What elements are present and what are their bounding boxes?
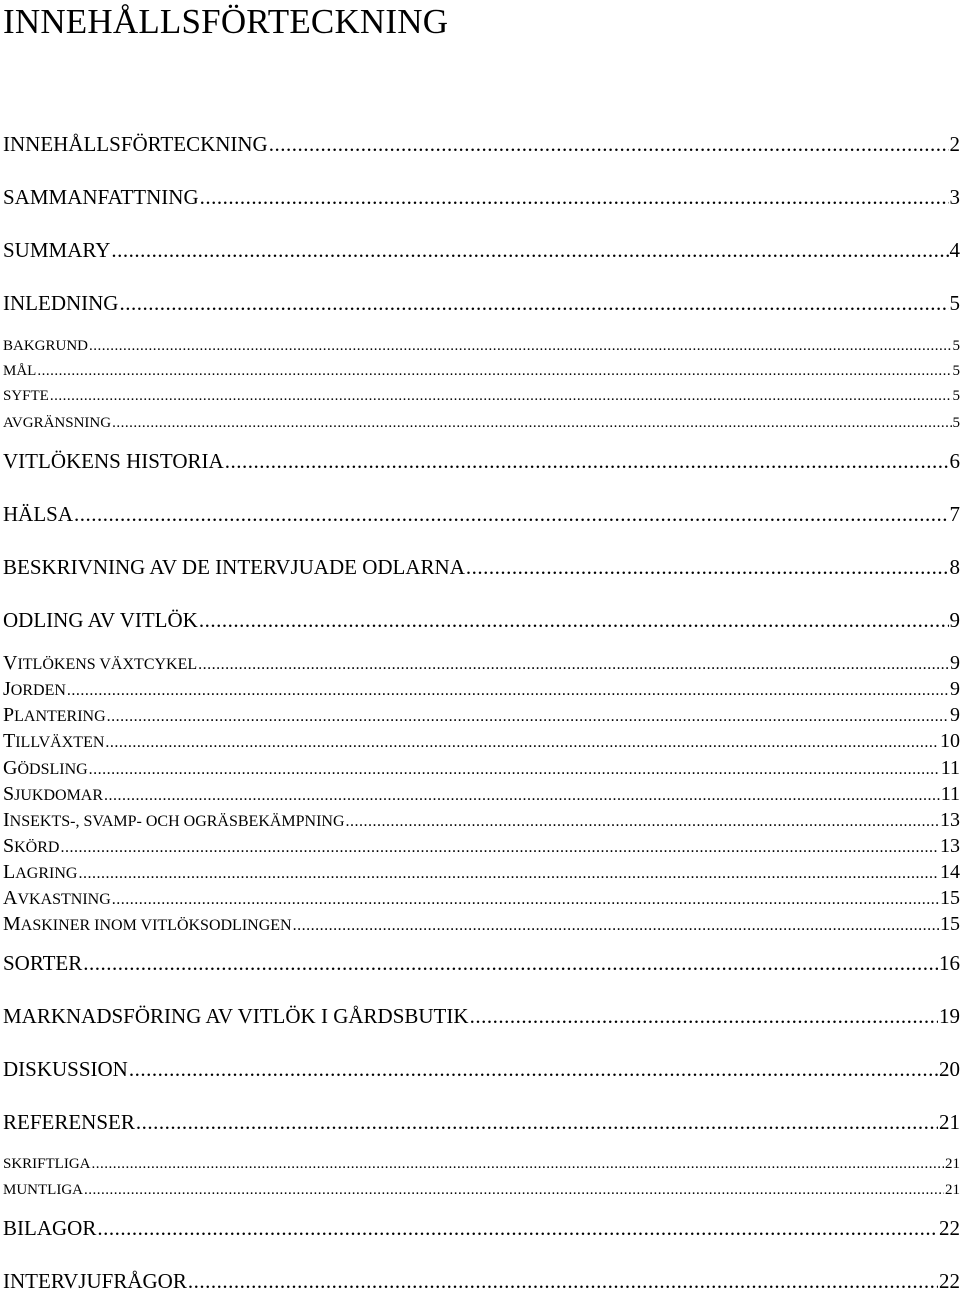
toc-entry-initial: G bbox=[3, 757, 18, 779]
toc-entry-page-number: 13 bbox=[940, 809, 960, 831]
toc-entry-initial: T bbox=[3, 730, 16, 752]
toc-entry-rest: ILLVÄXTEN bbox=[15, 734, 105, 751]
toc-entry-page-number: 7 bbox=[949, 502, 960, 526]
dot-leader bbox=[97, 1218, 938, 1239]
toc-entry-label[interactable]: BILAGOR bbox=[3, 1216, 97, 1240]
toc-entry[interactable] bbox=[3, 783, 960, 805]
toc-entry-rest: ÖDSLING bbox=[17, 761, 88, 778]
toc-entry-page-number: 21 bbox=[939, 1110, 960, 1134]
toc-entry-page-number: 21 bbox=[945, 1156, 960, 1172]
toc-entry-label[interactable]: INLEDNING bbox=[3, 291, 119, 315]
toc-entry[interactable] bbox=[3, 757, 960, 779]
toc-entry[interactable] bbox=[3, 1112, 960, 1133]
dot-leader bbox=[470, 1006, 938, 1027]
toc-entry-label[interactable]: DISKUSSION bbox=[3, 1057, 128, 1081]
dot-leader bbox=[60, 840, 939, 856]
toc-entry-initial: J bbox=[3, 678, 11, 700]
toc-entry-label[interactable] bbox=[3, 809, 345, 831]
toc-entry-page-number: 11 bbox=[940, 783, 960, 805]
toc-entry-label[interactable]: SYFTE bbox=[3, 388, 49, 404]
toc-entry-label[interactable] bbox=[3, 861, 78, 883]
dot-leader bbox=[83, 953, 938, 974]
toc-entry[interactable] bbox=[3, 293, 960, 314]
toc-entry-rest: AGRING bbox=[15, 865, 78, 882]
toc-entry-page-number: 10 bbox=[940, 730, 960, 752]
dot-leader bbox=[346, 814, 939, 830]
toc-entry-page-number: 20 bbox=[939, 1057, 960, 1081]
dot-leader bbox=[111, 240, 948, 261]
page-title: INNEHÅLLSFÖRTECKNING bbox=[3, 2, 449, 41]
dot-leader bbox=[104, 788, 940, 804]
toc-entry[interactable] bbox=[3, 610, 960, 631]
toc-entry-label[interactable] bbox=[3, 730, 105, 752]
toc-entry-page-number: 9 bbox=[950, 652, 960, 674]
toc-entry[interactable] bbox=[3, 1059, 960, 1080]
toc-entry[interactable] bbox=[3, 678, 960, 700]
dot-leader bbox=[119, 293, 948, 314]
toc-entry-label[interactable] bbox=[3, 783, 104, 805]
dot-leader bbox=[50, 389, 952, 404]
toc-entry[interactable] bbox=[3, 835, 960, 857]
toc-entry-initial: S bbox=[3, 783, 15, 805]
toc-entry-label[interactable]: SAMMANFATTNING bbox=[3, 185, 199, 209]
toc-entry-rest: VKASTNING bbox=[17, 891, 111, 908]
toc-entry-label[interactable] bbox=[3, 913, 292, 935]
dot-leader bbox=[293, 918, 939, 934]
toc-entry[interactable] bbox=[3, 364, 960, 379]
toc-entry[interactable] bbox=[3, 652, 960, 674]
dot-leader bbox=[112, 416, 951, 431]
toc-entry-initial: V bbox=[3, 652, 18, 674]
toc-entry[interactable] bbox=[3, 134, 960, 155]
dot-leader bbox=[92, 1157, 944, 1172]
toc-entry-rest: ITLÖKENS VÄXTCYKEL bbox=[17, 656, 198, 673]
toc-entry-initial: P bbox=[3, 704, 15, 726]
toc-entry[interactable] bbox=[3, 704, 960, 726]
toc-entry-label[interactable]: MARKNADSFÖRING AV VITLÖK I GÅRDSBUTIK bbox=[3, 1004, 469, 1028]
dot-leader bbox=[37, 364, 951, 379]
dot-leader bbox=[466, 557, 949, 578]
toc-entry-label[interactable]: REFERENSER bbox=[3, 1110, 135, 1134]
toc-entry-initial: M bbox=[3, 913, 21, 935]
toc-entry-page-number: 3 bbox=[949, 185, 960, 209]
toc-entry-label[interactable]: SKRIFTLIGA bbox=[3, 1156, 91, 1172]
dot-leader bbox=[129, 1059, 938, 1080]
dot-leader bbox=[89, 339, 951, 354]
dot-leader bbox=[269, 134, 949, 155]
toc-entry-label[interactable] bbox=[3, 704, 106, 726]
toc-entry-rest: JUKDOMAR bbox=[14, 787, 104, 804]
toc-entry-page-number: 14 bbox=[940, 861, 960, 883]
toc-entry-page-number: 9 bbox=[949, 608, 960, 632]
toc-entry[interactable] bbox=[3, 416, 960, 431]
toc-entry[interactable] bbox=[3, 1157, 960, 1172]
toc-entry[interactable] bbox=[3, 187, 960, 208]
toc-entry-page-number: 5 bbox=[952, 415, 960, 431]
toc-entry[interactable] bbox=[3, 389, 960, 404]
toc-entry-label[interactable]: VITLÖKENS HISTORIA bbox=[3, 449, 224, 473]
toc-entry-label[interactable] bbox=[3, 757, 88, 779]
toc-entry-rest: ORDEN bbox=[10, 682, 66, 699]
toc-entry-page-number: 5 bbox=[952, 363, 960, 379]
toc-entry-label[interactable]: SORTER bbox=[3, 951, 83, 975]
dot-leader bbox=[105, 735, 939, 751]
toc-entry-label[interactable] bbox=[3, 887, 111, 909]
toc-entry-page-number: 5 bbox=[952, 338, 960, 354]
toc-entry-page-number: 6 bbox=[949, 449, 960, 473]
dot-leader bbox=[225, 451, 949, 472]
toc-entry[interactable] bbox=[3, 730, 960, 752]
toc-entry[interactable] bbox=[3, 861, 960, 883]
toc-entry-initial: L bbox=[3, 861, 16, 883]
toc-entry[interactable] bbox=[3, 887, 960, 909]
dot-leader bbox=[67, 683, 949, 699]
dot-leader bbox=[200, 187, 949, 208]
toc-entry-label[interactable]: INTERVJUFRÅGOR bbox=[3, 1269, 187, 1293]
toc-entry[interactable] bbox=[3, 1271, 960, 1292]
toc-entry-label[interactable]: ODLING AV VITLÖK bbox=[3, 608, 198, 632]
toc-entry-page-number: 22 bbox=[939, 1216, 960, 1240]
dot-leader bbox=[188, 1271, 938, 1292]
dot-leader bbox=[78, 866, 939, 882]
toc-entry[interactable] bbox=[3, 1218, 960, 1239]
toc-entry-page-number: 4 bbox=[949, 238, 960, 262]
toc-entry[interactable] bbox=[3, 1183, 960, 1198]
toc-entry-label[interactable]: INNEHÅLLSFÖRTECKNING bbox=[3, 132, 268, 156]
toc-entry-page-number: 15 bbox=[940, 887, 960, 909]
toc-entry-label[interactable]: BESKRIVNING AV DE INTERVJUADE ODLARNA bbox=[3, 555, 465, 579]
toc-entry-page-number: 2 bbox=[949, 132, 960, 156]
toc-entry[interactable] bbox=[3, 451, 960, 472]
toc-entry[interactable] bbox=[3, 504, 960, 525]
toc-entry[interactable] bbox=[3, 809, 960, 831]
toc-entry-rest: NSEKTS-, SVAMP- OCH OGRÄSBEKÄMPNING bbox=[9, 813, 345, 830]
toc-entry-label[interactable]: MÅL bbox=[3, 363, 37, 379]
toc-entry[interactable] bbox=[3, 240, 960, 261]
toc-entry-initial: S bbox=[3, 835, 15, 857]
toc-entry-rest: LANTERING bbox=[14, 708, 106, 725]
toc-entry-page-number: 21 bbox=[945, 1182, 960, 1198]
dot-leader bbox=[89, 762, 940, 778]
dot-leader bbox=[107, 709, 949, 725]
toc-entry-initial: I bbox=[3, 809, 10, 831]
toc-entry-page-number: 19 bbox=[939, 1004, 960, 1028]
dot-leader bbox=[198, 657, 949, 673]
toc-entry-page-number: 5 bbox=[952, 388, 960, 404]
toc-entry-page-number: 16 bbox=[939, 951, 960, 975]
toc-entry-page-number: 9 bbox=[950, 678, 960, 700]
toc-entry-label[interactable]: HÄLSA bbox=[3, 502, 74, 526]
toc-entry-rest: KÖRD bbox=[14, 839, 60, 856]
toc-entry-initial: A bbox=[3, 887, 18, 909]
dot-leader bbox=[74, 504, 948, 525]
toc-entry-label[interactable]: BAKGRUND bbox=[3, 338, 89, 354]
toc-entry-page-number: 9 bbox=[950, 704, 960, 726]
toc-entry-page-number: 13 bbox=[940, 835, 960, 857]
toc-entry-page-number: 22 bbox=[939, 1269, 960, 1293]
dot-leader bbox=[199, 610, 949, 631]
dot-leader bbox=[84, 1183, 944, 1198]
toc-entry-label[interactable]: SUMMARY bbox=[3, 238, 111, 262]
toc-entry[interactable] bbox=[3, 953, 960, 974]
toc-entry[interactable] bbox=[3, 913, 960, 935]
toc-entry-label[interactable] bbox=[3, 652, 198, 674]
dot-leader bbox=[136, 1112, 938, 1133]
toc-entry-page-number: 8 bbox=[949, 555, 960, 579]
toc-entry-label[interactable] bbox=[3, 678, 66, 700]
toc-entry-label[interactable]: MUNTLIGA bbox=[3, 1182, 83, 1198]
toc-entry-page-number: 15 bbox=[940, 913, 960, 935]
toc-entry[interactable] bbox=[3, 339, 960, 354]
toc-entry-page-number: 11 bbox=[940, 757, 960, 779]
toc-entry-label[interactable]: AVGRÄNSNING bbox=[3, 415, 112, 431]
toc-entry-rest: ASKINER INOM VITLÖKSODLINGEN bbox=[20, 917, 292, 934]
toc-entry[interactable] bbox=[3, 557, 960, 578]
dot-leader bbox=[112, 892, 939, 908]
toc-entry-page-number: 5 bbox=[949, 291, 960, 315]
toc-entry-label[interactable] bbox=[3, 835, 60, 857]
toc-entry[interactable] bbox=[3, 1006, 960, 1027]
